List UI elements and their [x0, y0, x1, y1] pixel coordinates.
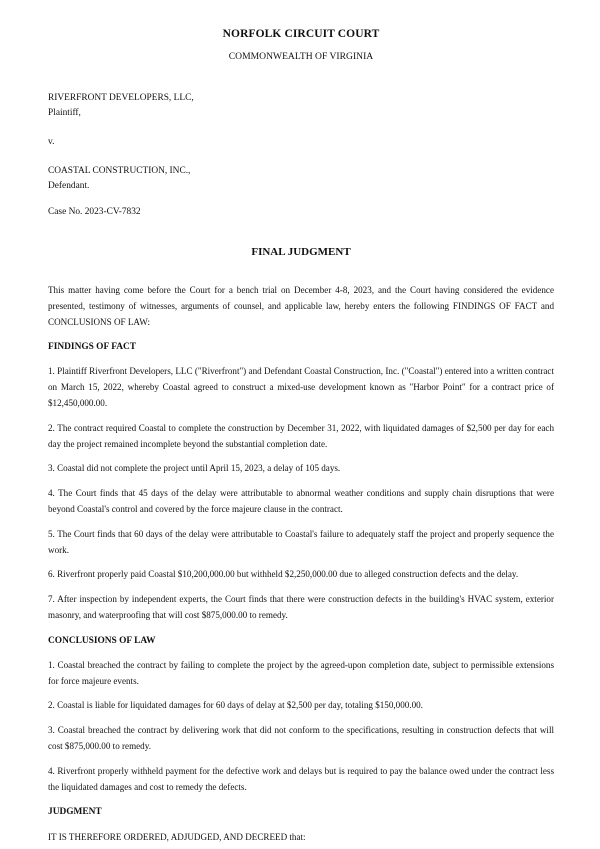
plaintiff-name: RIVERFRONT DEVELOPERS, LLC, [48, 93, 194, 103]
judgment-document [48, 28, 554, 846]
conclusion-item: 4. Riverfront properly withheld payment for the defective work and delays but is required to pay the balance owed under the contract less the liquidated damages and cost to remedy the defects. [48, 765, 554, 792]
jurisdiction: COMMONWEALTH OF VIRGINIA [228, 51, 374, 62]
conclusion-item: 2. Coastal is liable for liquidated damages for 60 days of delay at $2,500 per day, totaling $150,000.00. [48, 700, 423, 711]
intro-paragraph: This matter having come before the Court for a bench trial on December 4-8, 2023, and the Court having considered the evidence presented, testimony of witnesses, arguments of counsel, and applicable law, hereby enters the following FINDINGS OF FACT and CONCLUSIONS OF LAW: [48, 285, 554, 327]
finding-item: 7. After inspection by independent experts, the Court finds that there were construction defects in the building's HVAC system, exterior masonry, and waterproofing that will cost $875,000.00 to remedy. [48, 594, 554, 620]
case-caption [48, 91, 554, 220]
finding-item: 3. Coastal did not complete the project until April 15, 2023, a delay of 105 days. [48, 463, 341, 474]
defendant-role: Defendant. [48, 181, 90, 191]
finding-item: 5. The Court finds that 60 days of the delay were attributable to Coastal's failure to adequately staff the project and properly sequence the work. [48, 528, 554, 555]
judgment-heading: JUDGMENT [48, 807, 102, 818]
conclusion-item: 1. Coastal breached the contract by failing to complete the project by the agreed-upon completion date, subject to permissible extensions for force majeure events. [48, 659, 554, 686]
document-title: FINAL JUDGMENT [251, 246, 351, 258]
plaintiff-role: Plaintiff, [48, 108, 81, 118]
judgment-ordered-text: IT IS THEREFORE ORDERED, ADJUDGED, AND DECREED that: [48, 832, 306, 843]
court-name: NORFOLK CIRCUIT COURT [222, 28, 380, 40]
finding-item: 4. The Court finds that 45 days of the delay were attributable to abnormal weather conditions and supply chain disruptions that were beyond Coastal's control and covered by the force majeure clause in the contract. [48, 488, 554, 514]
conclusion-item: 3. Coastal breached the contract by delivering work that did not conform to the specifications, resulting in construction defects that will cost $875,000.00 to remedy. [48, 725, 554, 751]
conclusions-heading: CONCLUSIONS OF LAW [48, 635, 156, 646]
defendant-name: COASTAL CONSTRUCTION, INC., [48, 166, 191, 176]
finding-item: 6. Riverfront properly paid Coastal $10,200,000.00 but withheld $2,250,000.00 due to alleged construction defects and the delay. [48, 569, 519, 580]
case-number: Case No. 2023-CV-7832 [48, 207, 141, 217]
finding-item: 1. Plaintiff Riverfront Developers, LLC ("Riverfront") and Defendant Coastal Construction, Inc. ("Coastal") entered into a written contract on March 15, 2022, whereby Coastal agreed to construct a mixed-use development known as "Harbor Point" for a contract price of $12,450,000.00. [48, 366, 554, 408]
finding-item: 2. The contract required Coastal to complete the construction by December 31, 2022, with liquidated damages of $2,500 per day for each day the project remained incomplete beyond the substantial completion date. [48, 422, 554, 449]
findings-heading: FINDINGS OF FACT [48, 342, 137, 353]
versus: v. [48, 137, 55, 147]
